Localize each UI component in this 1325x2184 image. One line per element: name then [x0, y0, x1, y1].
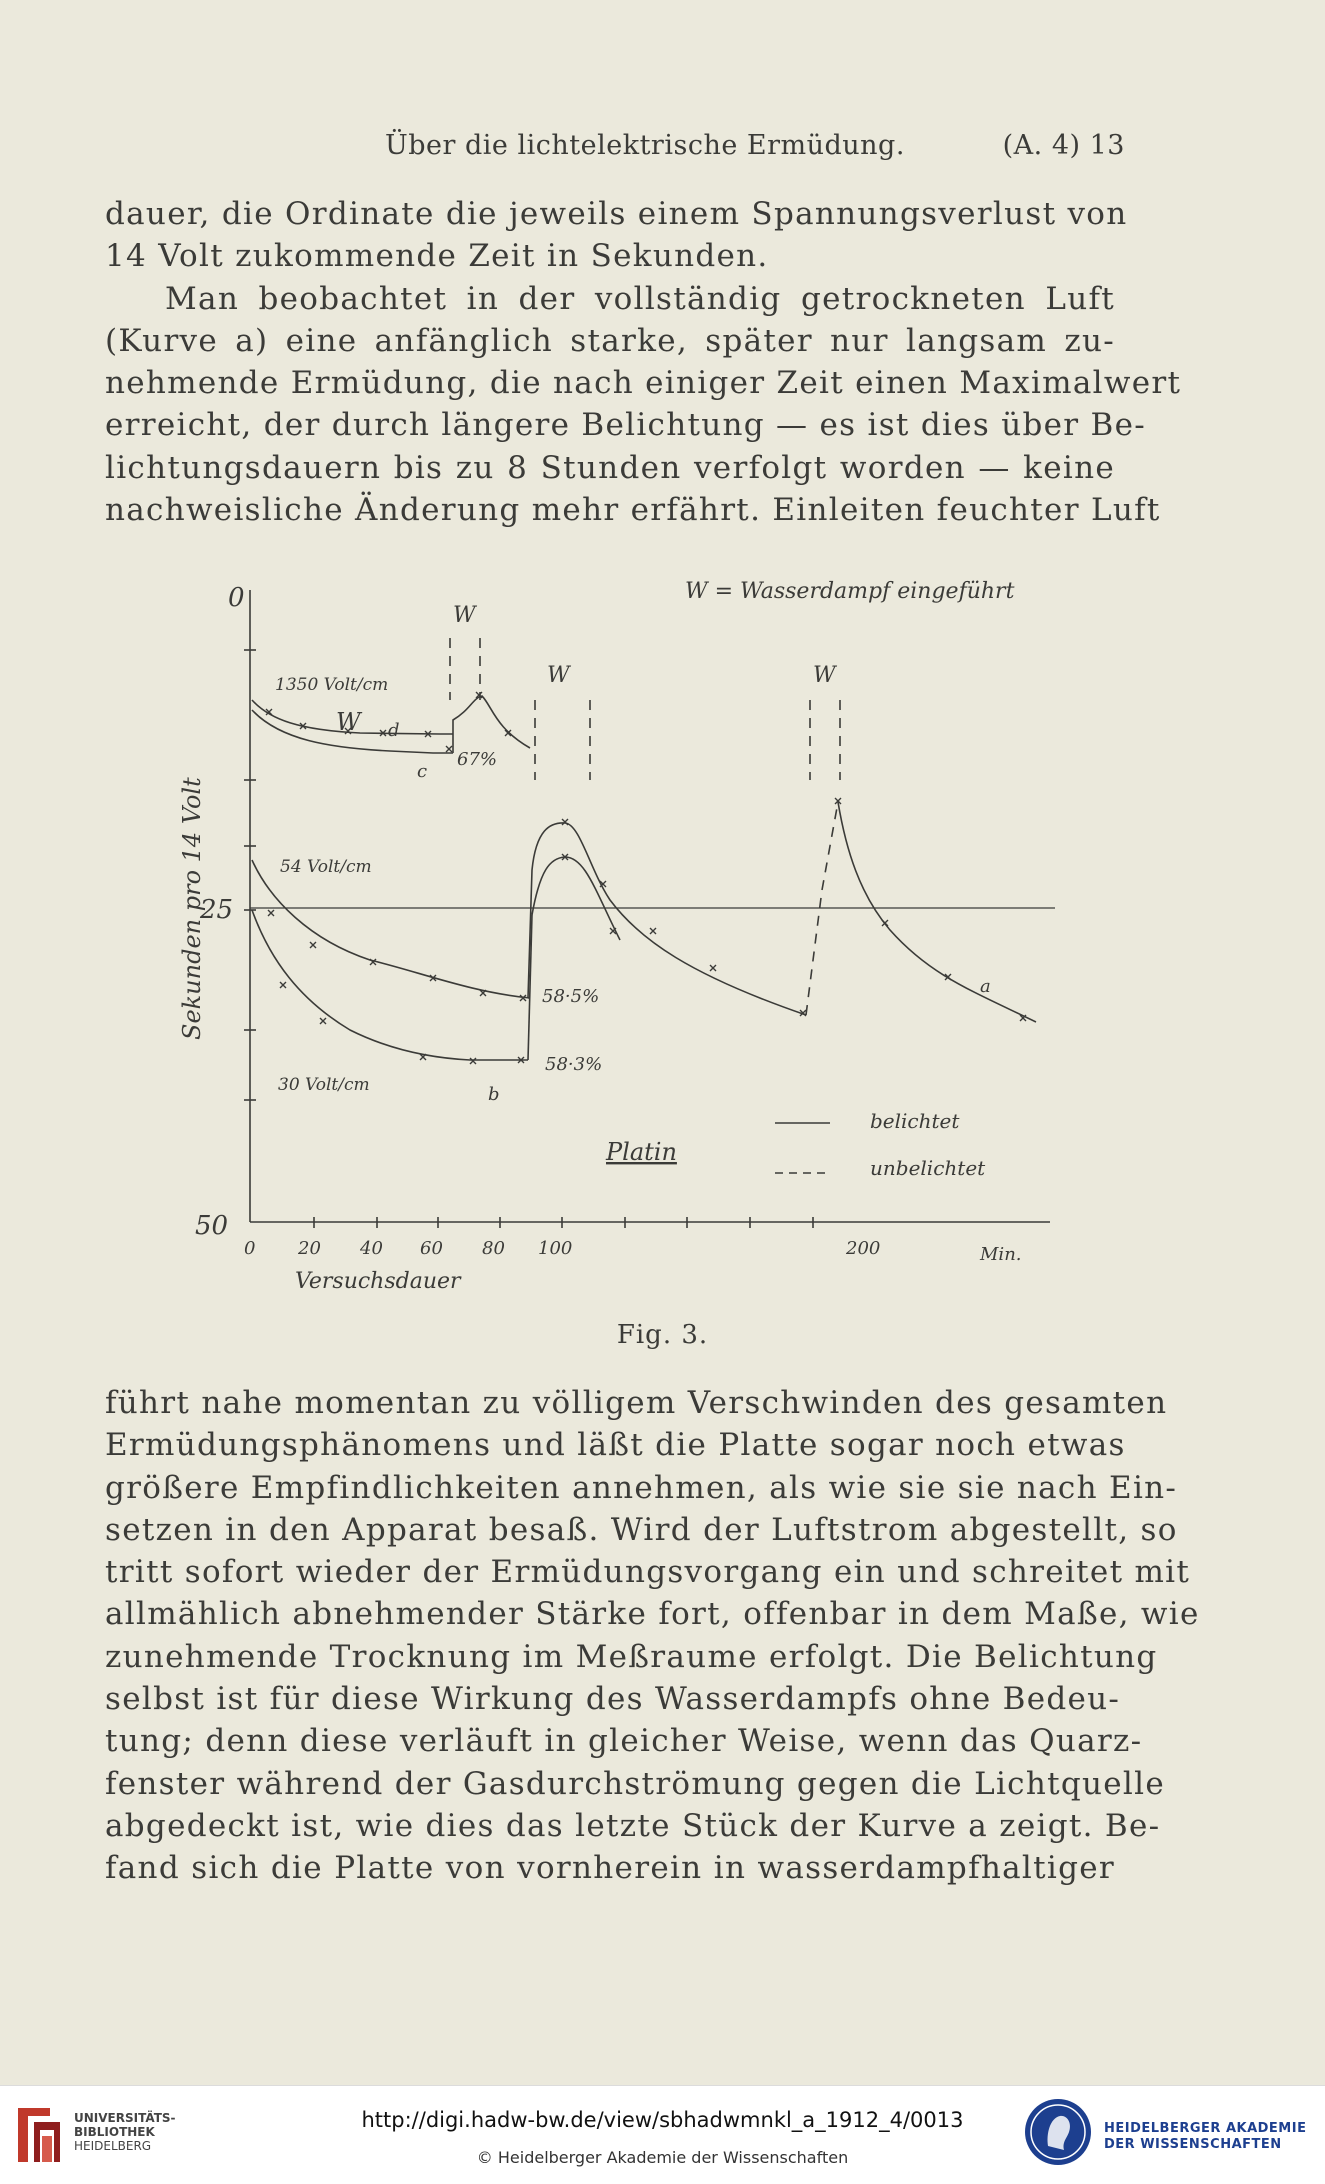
permalink-url[interactable]: http://digi.hadw-bw.de/view/sbhadwmnkl_a_1912_4/0013 — [361, 2108, 964, 2132]
legend-water-vapor: W = Wasserdampf eingeführt — [685, 579, 1015, 604]
field-label-30: 30 Volt/cm — [278, 1075, 370, 1095]
text-line: Ermüdungsphänomens und läßt die Platte sogar noch etwas — [105, 1427, 1126, 1464]
text-line: größere Empfindlichkeiten annehmen, als wie sie sie nach Ein- — [105, 1469, 1178, 1506]
y-tick-25: 25 — [200, 895, 234, 925]
x-axis-label: Versuchsdauer — [295, 1269, 461, 1294]
label-c: c — [417, 761, 428, 782]
text-line: führt nahe momentan zu völligem Verschwinden des gesamten — [105, 1385, 1168, 1421]
x-tick-200: 200 — [846, 1238, 881, 1259]
running-header — [105, 130, 1125, 166]
label-W-curve: W — [336, 708, 361, 736]
curve-b — [252, 910, 528, 1060]
x-tick-40: 40 — [360, 1238, 383, 1259]
legend-lit: belichtet — [870, 1109, 960, 1133]
x-unit: Min. — [980, 1244, 1022, 1265]
field-label-54: 54 Volt/cm — [280, 857, 372, 877]
text-line: Man beobachtet in der vollständig getrockneten Luft — [165, 280, 1115, 317]
figure-3-graph — [170, 570, 1090, 1310]
curve-d-recovery — [453, 696, 530, 753]
text-line: dauer, die Ordinate die jeweils einem Spannungsverlust von — [105, 196, 1128, 232]
label-b: b — [488, 1084, 500, 1105]
label-a: a — [980, 976, 991, 997]
university-library-name: UNIVERSITÄTS- BIBLIOTHEK HEIDELBERG — [74, 2111, 176, 2153]
text-line: allmählich abnehmender Stärke fort, offenbar in dem Maße, wie — [105, 1596, 1200, 1633]
text-line: tritt sofort wieder der Ermüdungsvorgang ein und schreitet mit — [105, 1554, 1191, 1591]
legend-unlit: unbelichtet — [870, 1156, 986, 1180]
running-title: Über die lichtelektrische Ermüdung. — [385, 130, 905, 161]
w-marker-2: W — [547, 663, 570, 688]
x-tick-80: 80 — [482, 1238, 505, 1259]
field-label-1350: 1350 Volt/cm — [275, 675, 389, 695]
curve-a-part1 — [252, 860, 530, 998]
text-line: tung; denn diese verläuft in gleicher Weise, wenn das Quarz- — [105, 1723, 1143, 1760]
percent-67: 67% — [457, 749, 498, 770]
curve-a-part3 — [838, 802, 1036, 1022]
academy-seal-icon — [1022, 2096, 1094, 2168]
text-line: fenster während der Gasdurchströmung gegen die Lichtquelle — [105, 1765, 1165, 1802]
text-line: 14 Volt zukommende Zeit in Sekunden. — [105, 238, 769, 275]
paragraph-after-figure — [105, 1382, 1200, 1890]
text-line: nehmende Ermüdung, die nach einiger Zeit einen Maximalwert — [105, 365, 1182, 402]
text-line: abgedeckt ist, wie dies das letzte Stück der Kurve a zeigt. Be- — [105, 1807, 1161, 1844]
text-line: fand sich die Platte von vornherein in wasserdampfhaltiger — [105, 1850, 1115, 1887]
x-tick-100: 100 — [538, 1238, 573, 1259]
text-line: (Kurve a) eine anfänglich starke, später nur langsam zu- — [105, 322, 1115, 359]
figure-caption: Fig. 3. — [616, 1320, 709, 1350]
curve-a-branch — [532, 857, 620, 940]
w-marker-1: W — [453, 603, 476, 628]
paragraph-before-figure — [105, 193, 1182, 531]
page-number: (A. 4) 13 — [1002, 130, 1125, 161]
w-marker-3: W — [813, 663, 836, 688]
x-tick-60: 60 — [420, 1238, 443, 1259]
percent-583: 58·3% — [545, 1054, 603, 1075]
academy-name: HEIDELBERGER AKADEMIE DER WISSENSCHAFTEN — [1104, 2121, 1307, 2152]
y-tick-0: 0 — [228, 583, 245, 613]
y-tick-50: 50 — [195, 1211, 229, 1241]
x-tick-20: 20 — [298, 1238, 321, 1259]
text-line: selbst ist für diese Wirkung des Wasserdampfs ohne Bedeu- — [105, 1681, 1121, 1718]
copyright-notice: © Heidelberger Akademie der Wissenschaften — [476, 2148, 849, 2167]
y-axis-label: Sekunden pro 14 Volt — [178, 777, 206, 1040]
viewer-footer — [0, 2085, 1325, 2184]
percent-585: 58·5% — [542, 986, 600, 1007]
text-line: setzen in den Apparat besaß. Wird der Luftstrom abgestellt, so — [105, 1511, 1178, 1548]
text-line: zunehmende Trocknung im Meßraume erfolgt. Die Belichtung — [105, 1638, 1158, 1675]
label-d: d — [388, 720, 400, 741]
material-label: Platin — [606, 1138, 677, 1166]
x-tick-0: 0 — [244, 1238, 256, 1259]
text-line: lichtungsdauern bis zu 8 Stunden verfolgt worden — keine — [105, 449, 1115, 486]
text-line: nachweisliche Änderung mehr erfährt. Einleiten feuchter Luft — [105, 492, 1161, 529]
text-line: erreicht, der durch längere Belichtung — es ist dies über Be- — [105, 407, 1147, 444]
